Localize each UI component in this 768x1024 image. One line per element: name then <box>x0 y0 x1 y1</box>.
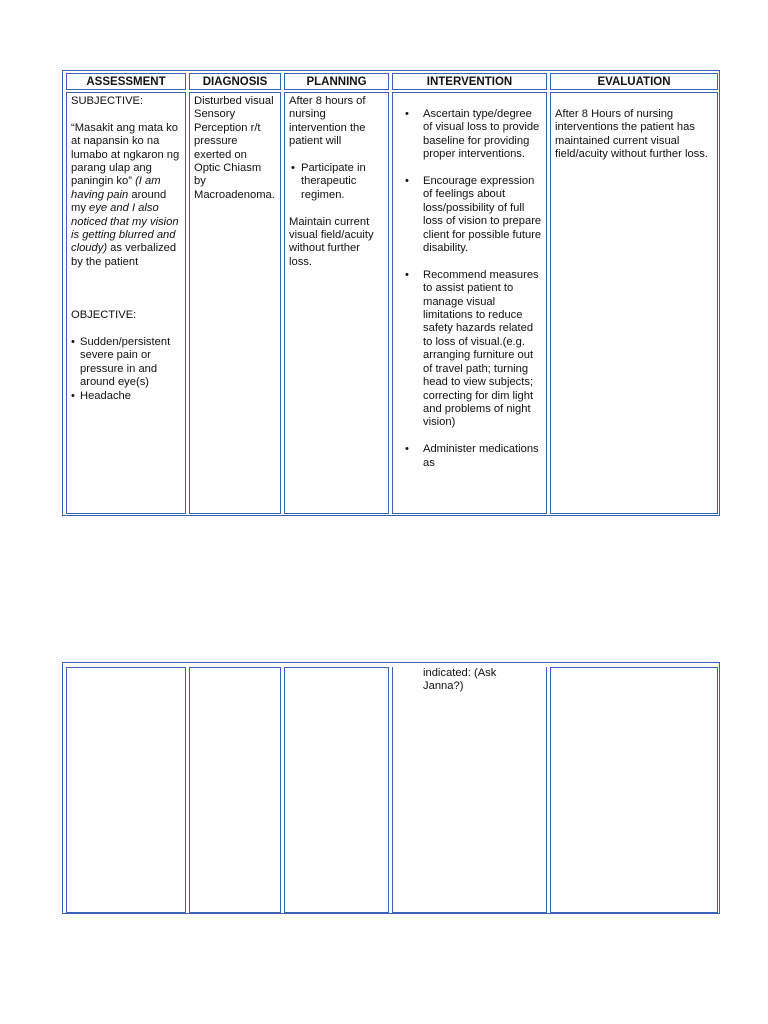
assessment-cell <box>66 92 186 514</box>
objective-label: OBJECTIVE: <box>71 309 137 322</box>
intervention-cell <box>392 92 547 514</box>
evaluation-cell <box>550 92 718 514</box>
intervention-cell-continued <box>392 667 547 913</box>
assessment-cell-continued <box>66 667 186 913</box>
planning-intro: After 8 hours of nursing intervention the patient will <box>289 95 366 148</box>
intervention-item: • Ascertain type/degree of visual loss to provide baseline for providing proper interventions. <box>397 108 542 162</box>
planning-goal: Maintain current visual field/acuity without further loss. <box>289 215 374 268</box>
intervention-item: • Administer medications as <box>397 443 542 470</box>
objective-item: • Sudden/persistent severe pain or pressure in and around eye(s) <box>71 336 181 390</box>
header-assessment: ASSESSMENT <box>66 73 186 90</box>
intervention-item: • Encourage expression of feelings about loss/possibility of full loss of vision to prepare client for possible future disability. <box>397 175 542 255</box>
diagnosis-cell <box>189 92 281 514</box>
header-planning: PLANNING <box>284 73 389 90</box>
quote-normal-1: around my <box>71 188 167 215</box>
evaluation-text: After 8 Hours of nursing interventions the patient has maintained current visual field/acuity without further loss. <box>555 108 708 161</box>
header-evaluation: EVALUATION <box>550 73 718 90</box>
subjective-quote <box>71 122 181 269</box>
subjective-label: SUBJECTIVE: <box>71 95 144 107</box>
intervention-continued-text: indicated: (Ask Janna?) <box>423 667 497 693</box>
verbalized-text: as verbalized by the patient <box>71 242 177 268</box>
planning-cell-continued <box>284 667 389 913</box>
objective-item: • Headache <box>71 390 181 403</box>
objective-list <box>71 336 181 403</box>
care-plan-table-continued <box>62 662 720 914</box>
diagnosis-text: Disturbed visual Sensory Perception r/t pressure exerted on Optic Chiasm by Macroadenoma. <box>194 95 275 201</box>
care-plan-table <box>62 70 720 516</box>
header-diagnosis: DIAGNOSIS <box>189 73 281 90</box>
intervention-item: • Recommend measures to assist patient to manage visual limitations to reduce safety hazards related to loss of visual.(e.g. arranging furniture out of travel path; turning head to view subjects; correcting for dim light and problems of night vision) <box>397 269 542 430</box>
quote-tagalog: “Masakit ang mata ko at napansin ko na lumabo at ngkaron ng parang ulap ang paningin ko” <box>71 121 180 188</box>
quote-english-1: (I am having pain <box>71 175 161 201</box>
header-intervention: INTERVENTION <box>392 73 547 90</box>
intervention-list <box>397 108 542 470</box>
quote-english-2: eye and I also noticed that my vision is getting blurred and cloudy) <box>71 202 179 255</box>
planning-cell <box>284 92 389 514</box>
planning-bullet: • Participate in therapeutic regimen. <box>289 162 384 202</box>
diagnosis-cell-continued <box>189 667 281 913</box>
evaluation-cell-continued <box>550 667 718 913</box>
